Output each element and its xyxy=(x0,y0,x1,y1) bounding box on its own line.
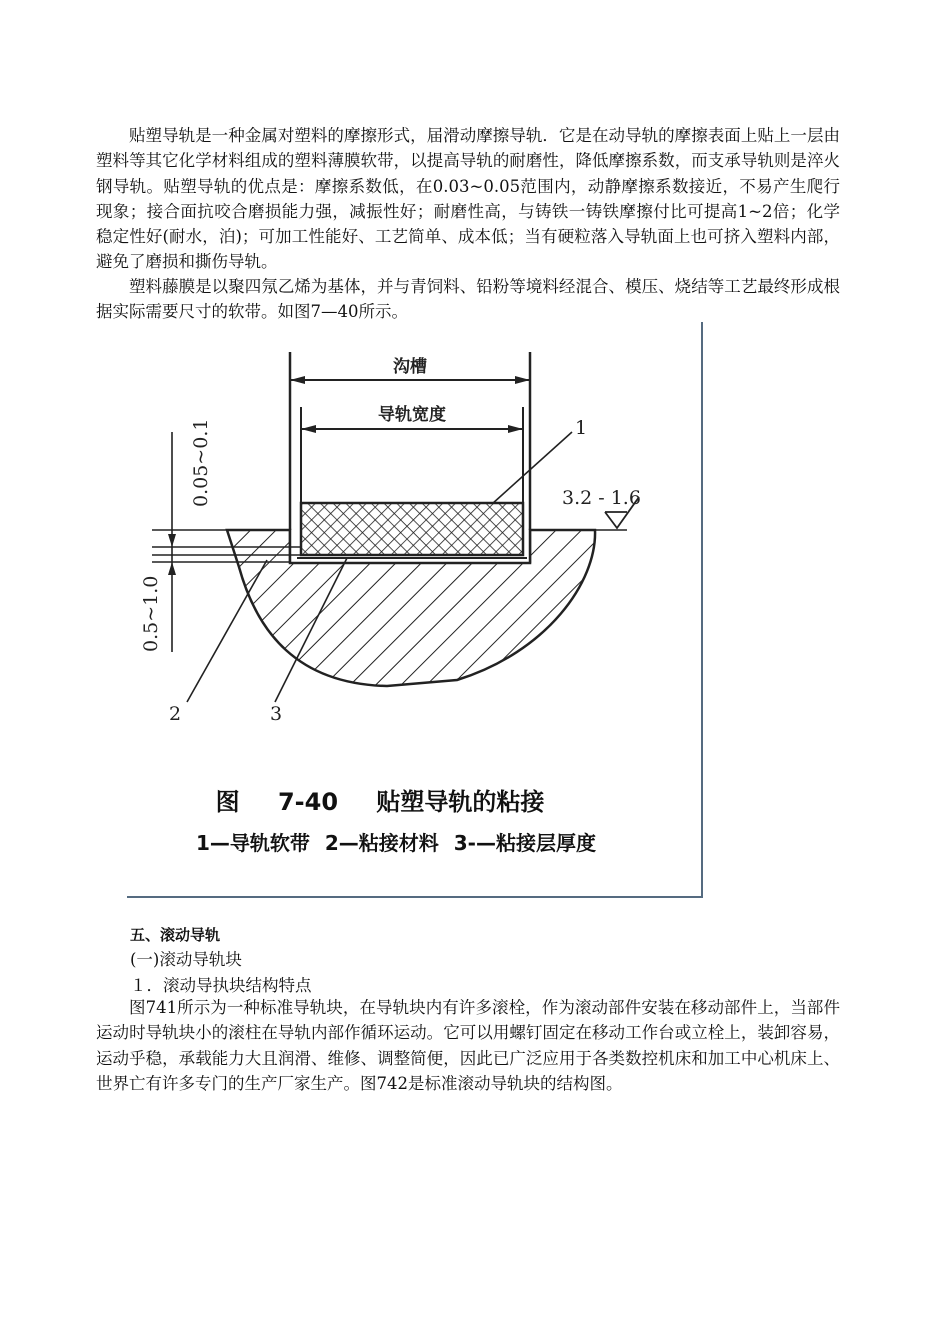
roughness-value: 3.2 - 1.6 xyxy=(562,487,641,509)
callout-1: 1 xyxy=(575,417,588,439)
callout-3: 3 xyxy=(270,703,283,725)
paragraph-plastic-guideway: 贴塑导轨是一种金属对塑料的摩擦形式，届滑动摩擦导轨．它是在动导轨的摩擦表面上贴上一层由塑料等其它化学材料组成的塑料薄膜软带，以提高导轨的耐磨性，降低摩擦系数，而支承导轨则是淬火钢导轨。贴塑导轨的优点是：摩擦系数低，在0.03~0.05范围内，动静摩擦系数接近，不易产生爬行现象；接合面抗咬合磨损能力强，减振性好；耐磨性高，与铸铁一铸铁摩擦付比可提高1~2倍；化学稳定性好(耐水，泊)；可加工性能好、工艺简单、成本低；当有硬粒落入导轨面上也可挤入塑料内部，避免了磨损和撕伤导轨。 xyxy=(96,126,840,272)
guide-soft-strip xyxy=(301,503,523,555)
section-heading: 五、滚动导轨 xyxy=(130,926,221,944)
paragraph-plastic-film: 塑料藤膜是以聚四氖乙烯为基体，并与青饲料、铅粉等境料经混合、模压、烧结等工艺最终形成根据实际需要尺寸的软带。如图7—40所示。 xyxy=(96,277,840,322)
figure-caption-title: 图 7-40 贴塑导轨的粘接 xyxy=(215,788,545,816)
dim-0-5-1-0: 0.5~1.0 xyxy=(140,575,162,652)
subsection-heading: (一)滚动导轨块 xyxy=(130,950,242,969)
label-guide-width: 导轨宽度 xyxy=(378,405,446,425)
callout-2: 2 xyxy=(169,703,182,725)
paragraph-rolling-guide-block: 图741所示为一种标准导轨块，在导轨块内有许多滚栓，作为滚动部件安装在移动部件上，当部件运动时导轨块小的滚柱在导轨内部作循环运动。它可以用螺钉固定在移动工作台或立栓上，装卸容易，运动乎稳，承载能力大且润滑、维修、调整简便，因此已广泛应用于各类数控机床和加工中心机床上、世界亡有许多专门的生产厂家生产。图742是标准滚动导轨块的结构图。 xyxy=(96,998,840,1093)
label-groove: 沟槽 xyxy=(393,357,427,377)
dim-0-05-0-1: 0.05~0.1 xyxy=(190,418,212,507)
figure-caption-legend: 1—导轨软带 2—粘接材料 3-—粘接层厚度 xyxy=(196,831,596,855)
subsubsection-heading: １．滚动导执块结构特点 xyxy=(130,976,312,995)
figure-7-40 xyxy=(127,322,703,898)
